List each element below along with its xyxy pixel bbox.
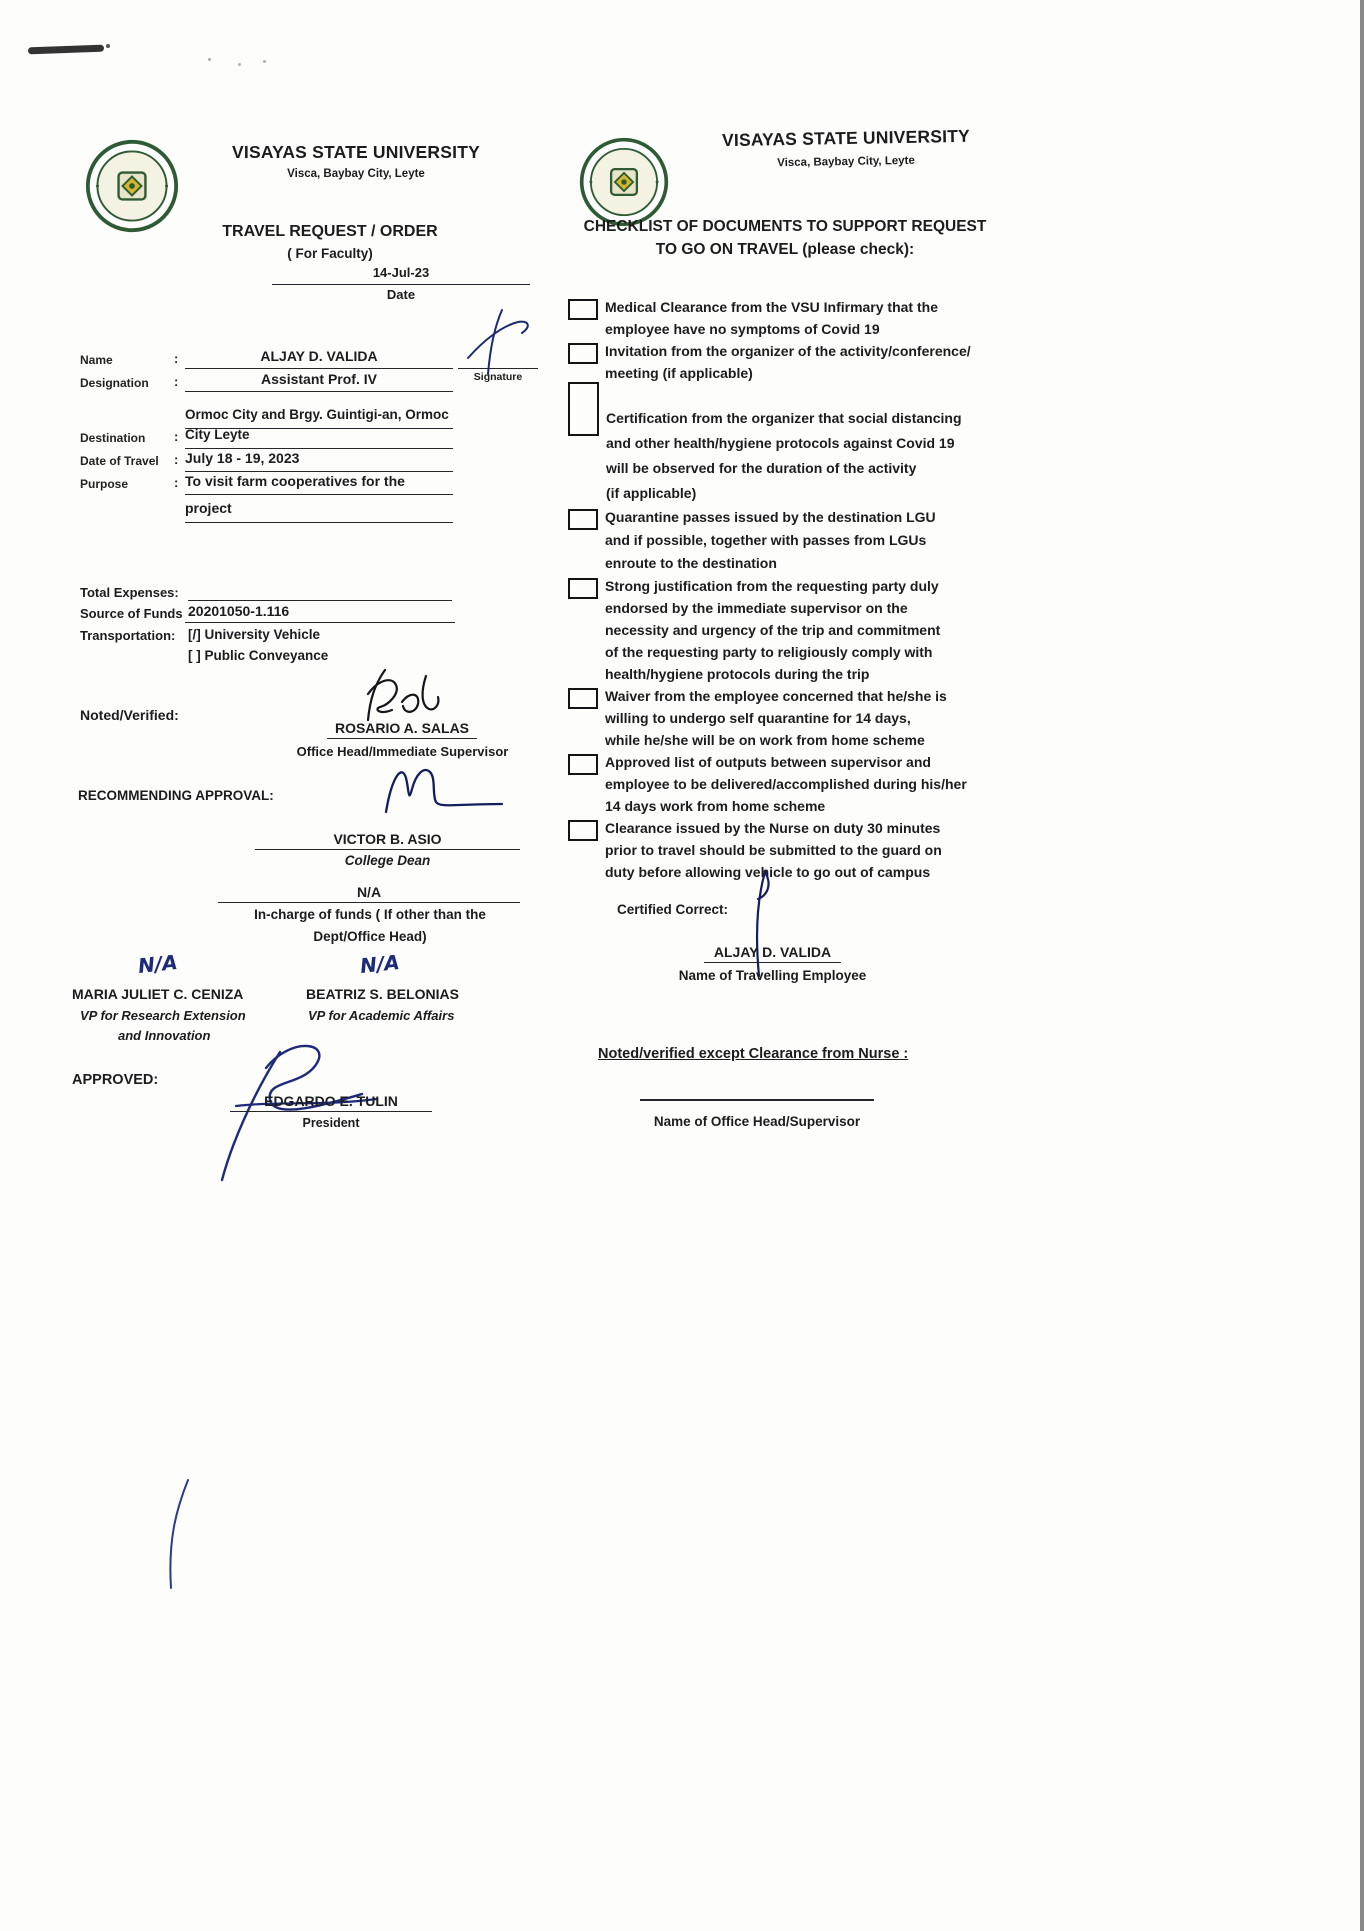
recommending-name: VICTOR B. ASIO xyxy=(333,831,442,847)
president-name: EDGARDO E. TULIN xyxy=(264,1093,398,1109)
university-address: Visca, Baybay City, Leyte xyxy=(777,154,915,170)
checklist-item-text: Waiver from the employee concerned that he/she is willing to undergo self quarantine for 14 days, while he/she will be on work from home scheme xyxy=(605,688,947,748)
checklist-item-text: Approved list of outputs between supervisor and employee to be delivered/accomplished during his/her 14 days work from home scheme xyxy=(605,754,967,814)
source-of-funds-value: 20201050-1.116 xyxy=(185,603,455,623)
purpose-label: Purpose xyxy=(80,477,129,491)
checklist-item-text: Strong justification from the requesting party duly endorsed by the immediate supervisor on the necessity and urgency of the trip and commitment of the requesting party to religiously comply with health/hygiene protocols during the trip xyxy=(605,578,941,682)
checklist-item-text: Clearance issued by the Nurse on duty 30 minutes prior to travel should be submitted to the guard on duty before allowing vehicle to go out of campus xyxy=(605,820,942,880)
total-expenses-label: Total Expenses: xyxy=(80,585,179,600)
destination-label: Destination xyxy=(80,431,146,445)
checkbox[interactable] xyxy=(568,343,598,364)
office-head-signature-line[interactable] xyxy=(640,1099,874,1101)
university-name: VISAYAS STATE UNIVERSITY xyxy=(232,142,480,162)
source-of-funds-label: Source of Funds xyxy=(80,606,183,621)
checklist-item-3 xyxy=(568,406,1008,506)
checkbox[interactable] xyxy=(568,688,598,709)
checklist-item-text: Invitation from the organizer of the activity/conference/ meeting (if applicable) xyxy=(605,343,971,381)
asio-signature xyxy=(378,758,508,820)
recommending-name-underline xyxy=(255,849,520,850)
scan-smudge xyxy=(28,45,104,55)
recommending-title: College Dean xyxy=(344,853,431,868)
signature-label: Signature xyxy=(473,371,523,383)
noted-except-heading: Noted/verified except Clearance from Nurse : xyxy=(598,1046,909,1062)
incharge-value: N/A xyxy=(356,884,382,900)
handwritten-na-belonias: N/A xyxy=(358,949,401,979)
vsu-logo xyxy=(578,136,670,228)
transportation-label: Transportation: xyxy=(80,628,176,643)
certified-name: ALJAY D. VALIDA xyxy=(704,944,841,963)
form-subtitle: ( For Faculty) xyxy=(287,246,373,261)
noted-name-wrap xyxy=(282,720,522,739)
scan-dot xyxy=(238,63,241,66)
date-label: Date xyxy=(386,287,416,302)
stray-pen-stroke xyxy=(158,1478,200,1590)
checklist-item-6 xyxy=(568,685,1008,751)
scan-edge-strip xyxy=(1360,0,1364,1931)
date-value: 14-Jul-23 xyxy=(372,265,430,280)
scan-dot xyxy=(263,60,266,63)
president-name-underline xyxy=(230,1111,432,1112)
destination-value-line2: City Leyte xyxy=(185,427,453,449)
president-title: President xyxy=(302,1116,360,1130)
office-head-label: Name of Office Head/Supervisor xyxy=(653,1114,861,1129)
noted-title: Office Head/Immediate Supervisor xyxy=(296,744,509,759)
travel-date-value: July 18 - 19, 2023 xyxy=(185,450,453,472)
vp2-name: BEATRIZ S. BELONIAS xyxy=(306,986,459,1002)
vp1-title-line2: and Innovation xyxy=(118,1028,211,1043)
checkbox[interactable] xyxy=(568,509,598,530)
form-title: TRAVEL REQUEST / ORDER xyxy=(222,223,438,240)
checkbox[interactable] xyxy=(568,382,599,436)
name-value: ALJAY D. VALIDA xyxy=(185,348,453,369)
handwritten-na-ceniza: N/A xyxy=(136,949,179,979)
checklist-item-4 xyxy=(568,506,1008,575)
employee-signature xyxy=(460,308,545,378)
name-label: Name xyxy=(80,353,113,367)
checkbox[interactable] xyxy=(568,820,598,841)
designation-label: Designation xyxy=(80,376,149,390)
scan-dot xyxy=(106,44,110,48)
colon: : xyxy=(174,429,179,444)
colon: : xyxy=(174,351,179,366)
checkbox[interactable] xyxy=(568,578,598,599)
date-underline xyxy=(272,284,530,285)
salas-signature xyxy=(330,664,465,726)
university-name: VISAYAS STATE UNIVERSITY xyxy=(721,125,971,151)
university-address: Visca, Baybay City, Leyte xyxy=(287,168,425,180)
noted-name: ROSARIO A. SALAS xyxy=(327,720,477,739)
checkbox[interactable] xyxy=(568,299,598,320)
transport-option-university-vehicle[interactable]: [/] University Vehicle xyxy=(188,627,321,642)
vsu-logo xyxy=(84,138,180,234)
colon: : xyxy=(174,452,179,467)
recommending-approval-label: RECOMMENDING APPROVAL: xyxy=(78,788,274,803)
valida-signature xyxy=(735,868,787,980)
destination-value-line1: Ormoc City and Brgy. Guintigi-an, Ormoc xyxy=(185,407,453,429)
checklist xyxy=(568,296,1008,883)
certified-name-wrap xyxy=(670,944,875,963)
incharge-caption-line1: In-charge of funds ( If other than the xyxy=(254,907,486,922)
checkbox[interactable] xyxy=(568,754,598,775)
incharge-underline xyxy=(218,902,520,903)
certified-correct-label: Certified Correct: xyxy=(617,902,729,917)
checklist-title-line1: CHECKLIST OF DOCUMENTS TO SUPPORT REQUEST xyxy=(583,218,987,235)
vp1-name: MARIA JULIET C. CENIZA xyxy=(72,986,244,1002)
checklist-item-5 xyxy=(568,575,1008,685)
vp2-title: VP for Academic Affairs xyxy=(308,1008,455,1023)
vp1-title-line1: VP for Research Extension xyxy=(80,1008,246,1023)
certified-title: Name of Travelling Employee xyxy=(678,968,867,983)
scan-dot xyxy=(208,58,211,61)
checklist-item-8 xyxy=(568,817,1008,883)
checklist-item-text: Medical Clearance from the VSU Infirmary that the employee have no symptoms of Covid 19 xyxy=(605,299,938,337)
checklist-item-7 xyxy=(568,751,1008,817)
purpose-value-line1: To visit farm cooperatives for the xyxy=(185,473,453,495)
checklist-item-text: Quarantine passes issued by the destination LGU and if possible, together with passes from LGUs enroute to the destination xyxy=(605,509,936,571)
total-expenses-line[interactable] xyxy=(188,600,452,601)
colon: : xyxy=(174,475,179,490)
transport-option-public-conveyance[interactable]: [ ] Public Conveyance xyxy=(188,648,329,663)
checklist-item-2 xyxy=(568,340,1008,384)
incharge-caption-line2: Dept/Office Head) xyxy=(313,929,427,944)
purpose-value-line2: project xyxy=(185,500,453,523)
checklist-item-1 xyxy=(568,296,1008,340)
designation-value: Assistant Prof. IV xyxy=(185,371,453,392)
approved-label: APPROVED: xyxy=(72,1072,159,1088)
checklist-item-text: Certification from the organizer that social distancing and other health/hygiene protocols against Covid 19 will be observed for the duration of the activity (if applicable) xyxy=(606,410,962,501)
noted-verified-label: Noted/Verified: xyxy=(80,707,179,723)
colon: : xyxy=(174,374,179,389)
checklist-title-line2: TO GO ON TRAVEL (please check): xyxy=(655,241,915,258)
travel-date-label: Date of Travel xyxy=(80,454,159,468)
